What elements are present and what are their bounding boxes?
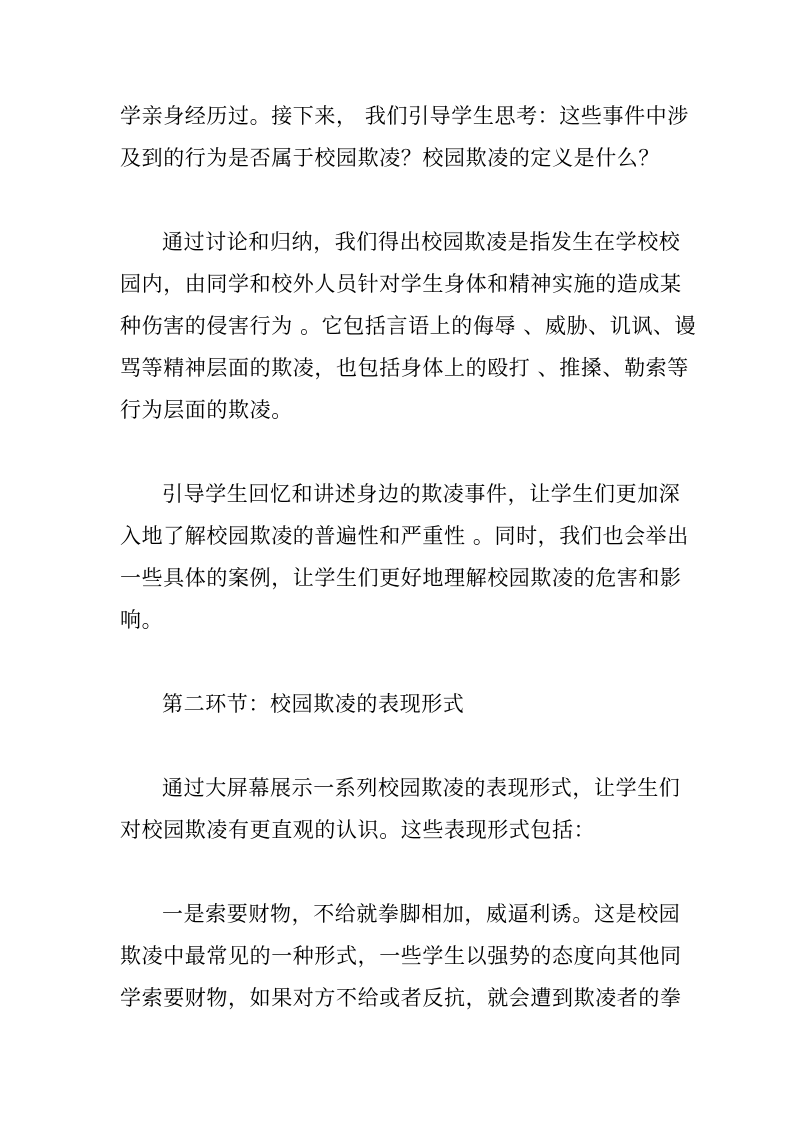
- paragraph-line: 通过大屏幕展示一系列校园欺凌的表现形式，让学生们: [162, 776, 681, 800]
- paragraph-line: 种伤害的侵害行为 。它包括言语上的侮辱 、威胁、讥讽、谩: [120, 314, 697, 338]
- section-heading: 第二环节：校园欺凌的表现形式: [162, 692, 465, 716]
- paragraph-line: 入地了解校园欺凌的普遍性和严重性 。同时，我们也会举出: [120, 524, 689, 548]
- paragraph-line: 园内，由同学和校外人员针对学生身体和精神实施的造成某: [120, 272, 682, 296]
- paragraph-line: 及到的行为是否属于校园欺凌？校园欺凌的定义是什么？: [120, 146, 660, 170]
- paragraph-line: 对校园欺凌有更直观的认识。这些表现形式包括：: [120, 818, 596, 842]
- paragraph-line: 一些具体的案例，让学生们更好地理解校园欺凌的危害和影: [120, 566, 682, 590]
- paragraph-line: 引导学生回忆和讲述身边的欺凌事件，让学生们更加深: [162, 482, 681, 506]
- paragraph-line: 骂等精神层面的欺凌，也包括身体上的殴打 、推搡、勒索等: [120, 356, 689, 380]
- paragraph-line: 一是索要财物，不给就拳脚相加，威逼利诱。这是校园: [162, 902, 681, 926]
- paragraph-line: 欺凌中最常见的一种形式，一些学生以强势的态度向其他同: [120, 944, 682, 968]
- paragraph-line: 学亲身经历过。接下来， 我们引导学生思考：这些事件中涉: [120, 104, 689, 128]
- paragraph-line: 响。: [120, 608, 164, 632]
- paragraph-line: 行为层面的欺凌。: [120, 398, 293, 422]
- paragraph-line: 通过讨论和归纳，我们得出校园欺凌是指发生在学校校: [162, 230, 681, 254]
- paragraph-line: 学索要财物，如果对方不给或者反抗，就会遭到欺凌者的拳: [120, 986, 682, 1010]
